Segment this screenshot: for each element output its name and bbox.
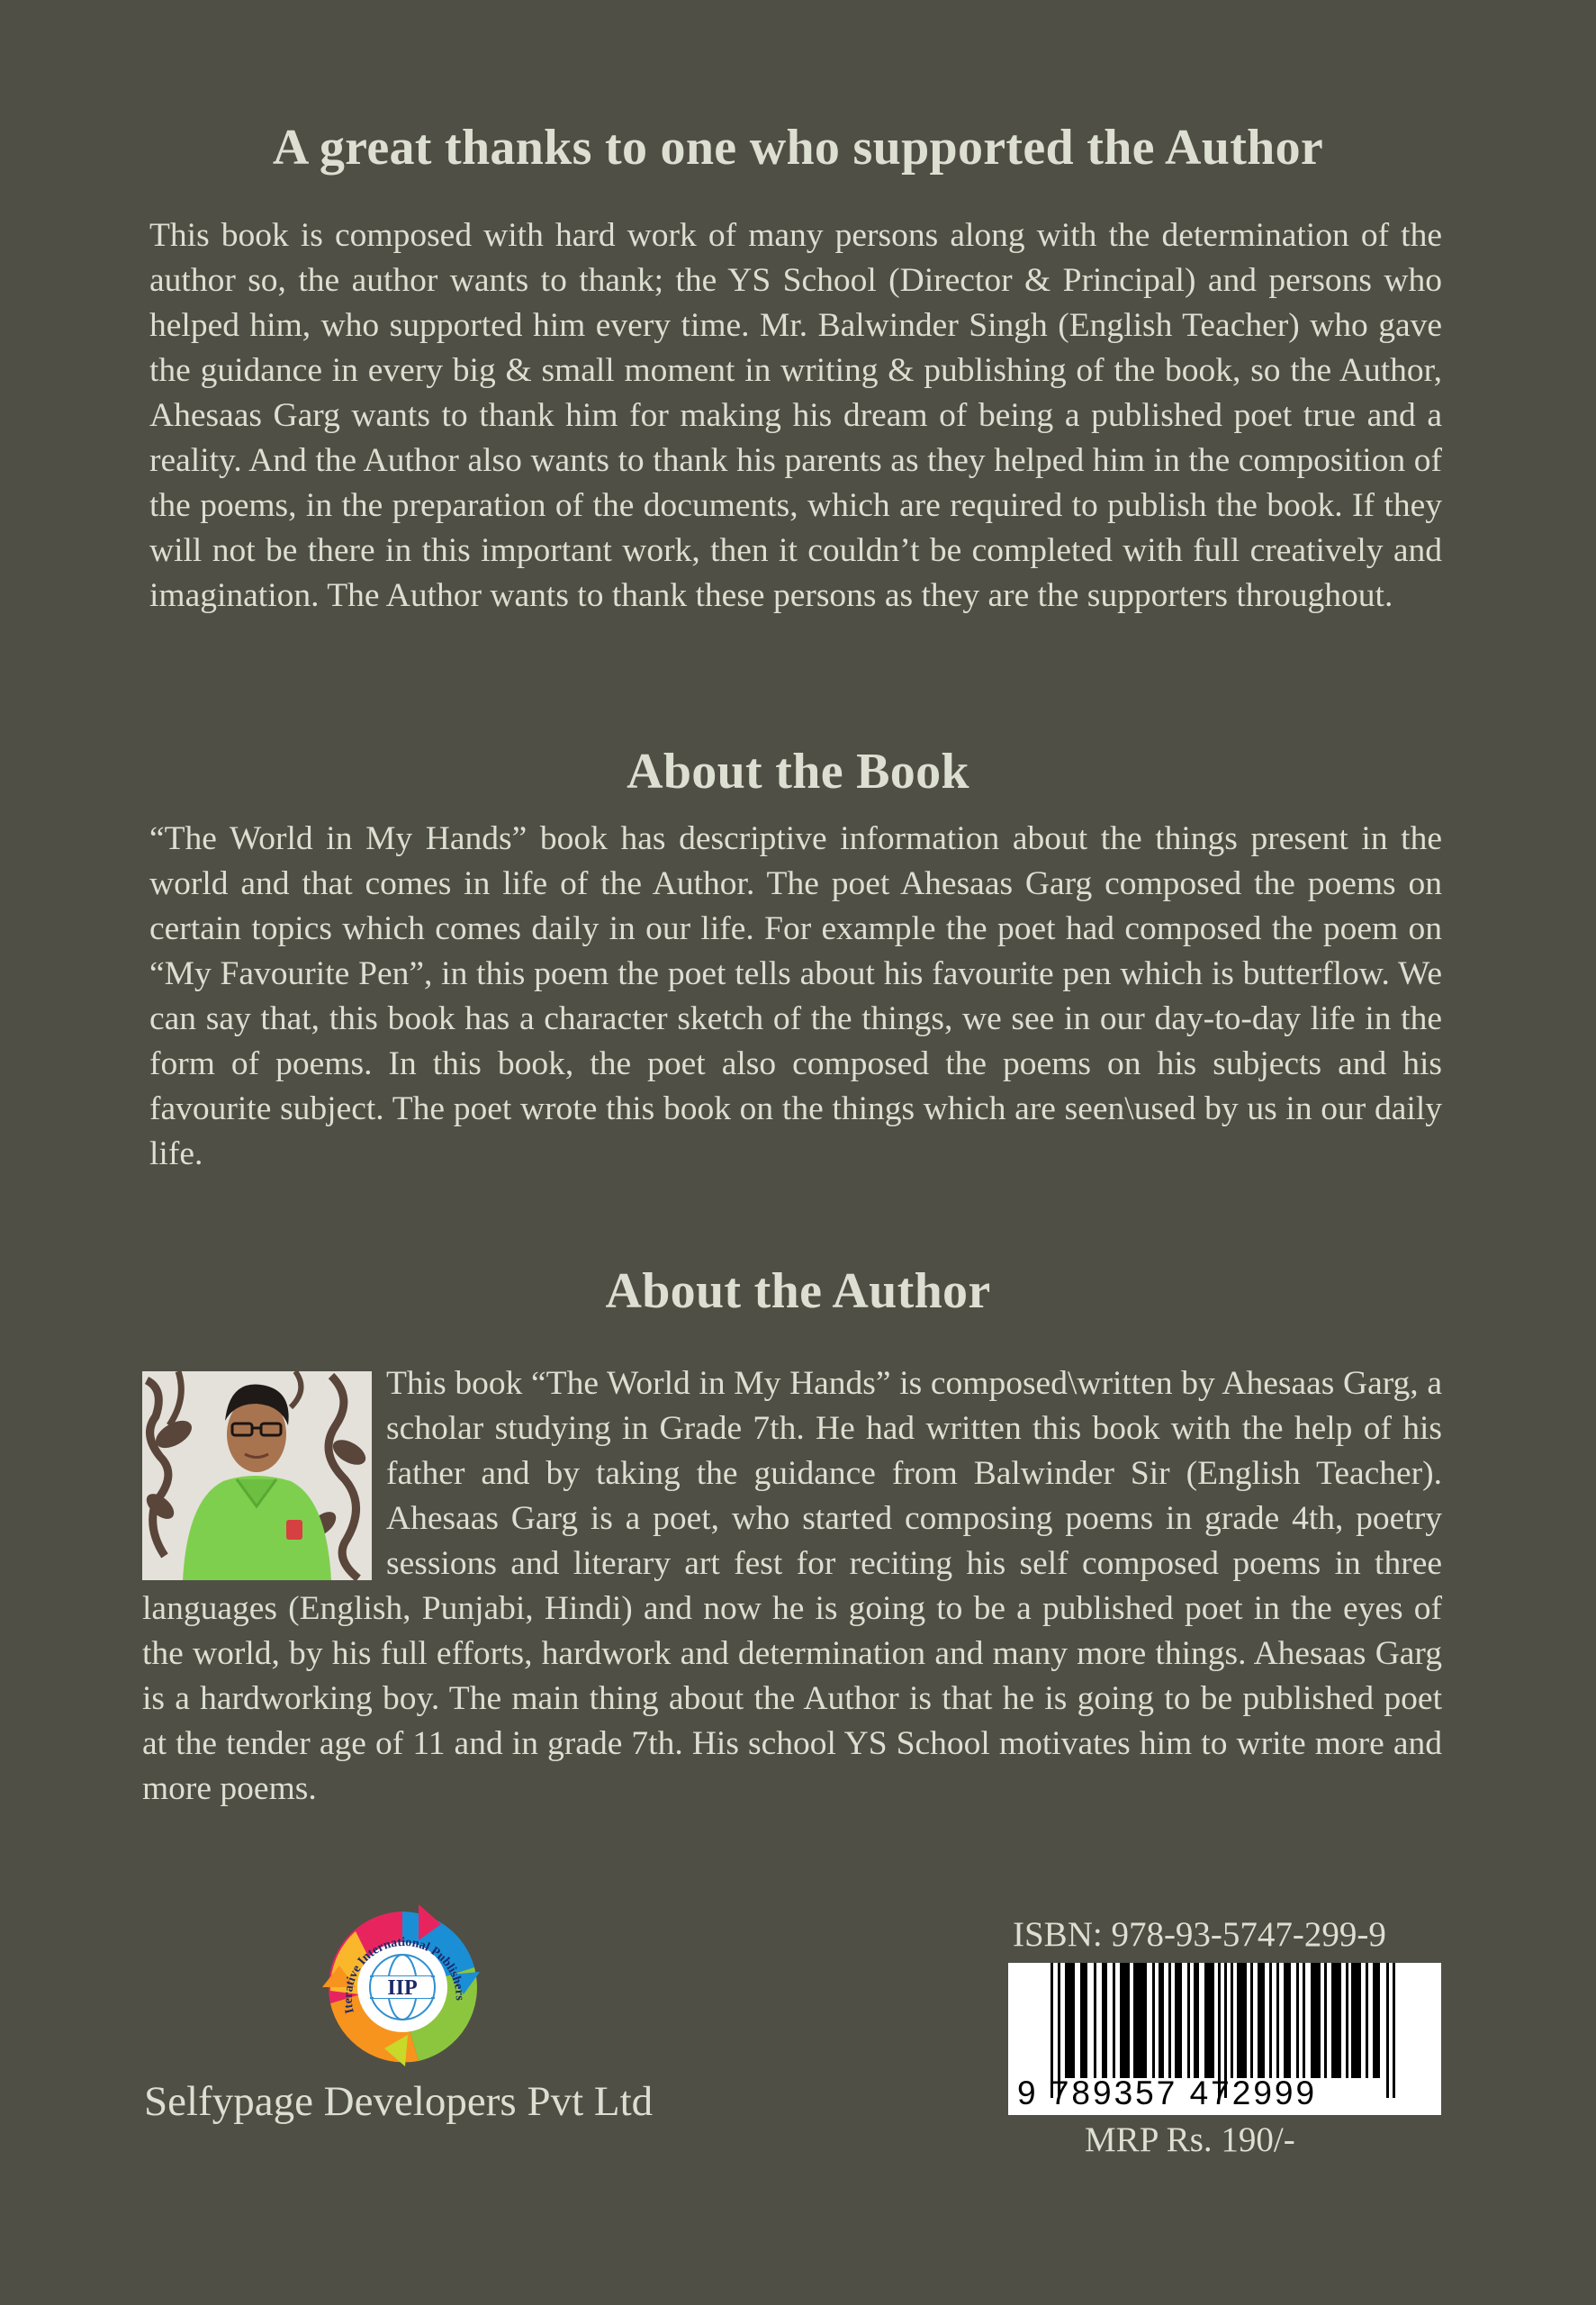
logo-ring-text: Iterative International Publishers [341,1935,466,2015]
about-author-heading: About the Author [605,1263,991,1319]
author-photo [142,1371,372,1580]
about-author-section [142,1361,1442,1812]
acknowledgement-heading: A great thanks to one who supported the Author [272,120,1324,176]
about-book-heading: About the Book [627,744,969,800]
acknowledgement-paragraph: This book is composed with hard work of many persons along with the determination of the author so, the author wants to thank; the YS School (Director & Principal) and persons who helped him, who supported him every time. Mr. Balwinder Singh (English Teacher) who gave the guidance in every big & small moment in writing & publishing of the book, so the Author, Ahesaas Garg wants to thank him for making his dream of being a published poet true and a reality. And the Author also wants to thank his parents as they helped him in the composition of the poems, in the preparation of the documents, which are required to publish the book. If they will not be there in this important work, then it couldn’t be completed with full creatively and imagination. The Author wants to thank these persons as they are the supporters throughout. [149,217,1442,614]
publisher-logo [320,1904,486,2071]
mrp-price: MRP Rs. 190/- [1085,2120,1295,2159]
isbn-label: ISBN: 978-93-5747-299-9 [1013,1915,1386,1954]
isbn-barcode [1008,1963,1441,2115]
barcode-digits: 9 789357 472999 [1017,2074,1318,2111]
logo-initials: IIP [387,1976,418,2000]
publisher-name: Selfypage Developers Pvt Ltd [144,2078,654,2125]
about-author-paragraph: This book “The World in My Hands” is composed\written by Ahesaas Garg, a scholar studying in Grade 7th. He had written this book with the help of his father and by taking the guidance from Balwinder Sir (English Teacher). Ahesaas Garg is a poet, who started composing poems in grade 4th, poetry sessions and literary art fest for reciting his self composed poems in three languages (English, Punjabi, Hindi) and now he is going to be a published poet in the eyes of the world, by his full efforts, hardwork and determination and many more things. Ahesaas Garg is a hardworking boy. The main thing about the Author is that he is going to be published poet at the tender age of 11 and in grade 7th. His school YS School motivates him to write more and more poems. [142,1365,1442,1807]
about-book-paragraph: “The World in My Hands” book has descriptive information about the things present in the world and that comes in life of the Author. The poet Ahesaas Garg composed the poems on certain topics which comes daily in our life. For example the poet had composed the poem on “My Favourite Pen”, in this poem the poet tells about his favourite pen which is butterflow. We can say that, this book has a character sketch of the things, we see in our day-to-day life in the form of poems. In this book, the poet also composed the poems on his subjects and his favourite subject. The poet wrote this book on the things which are seen\used by us in our daily life. [149,820,1442,1172]
